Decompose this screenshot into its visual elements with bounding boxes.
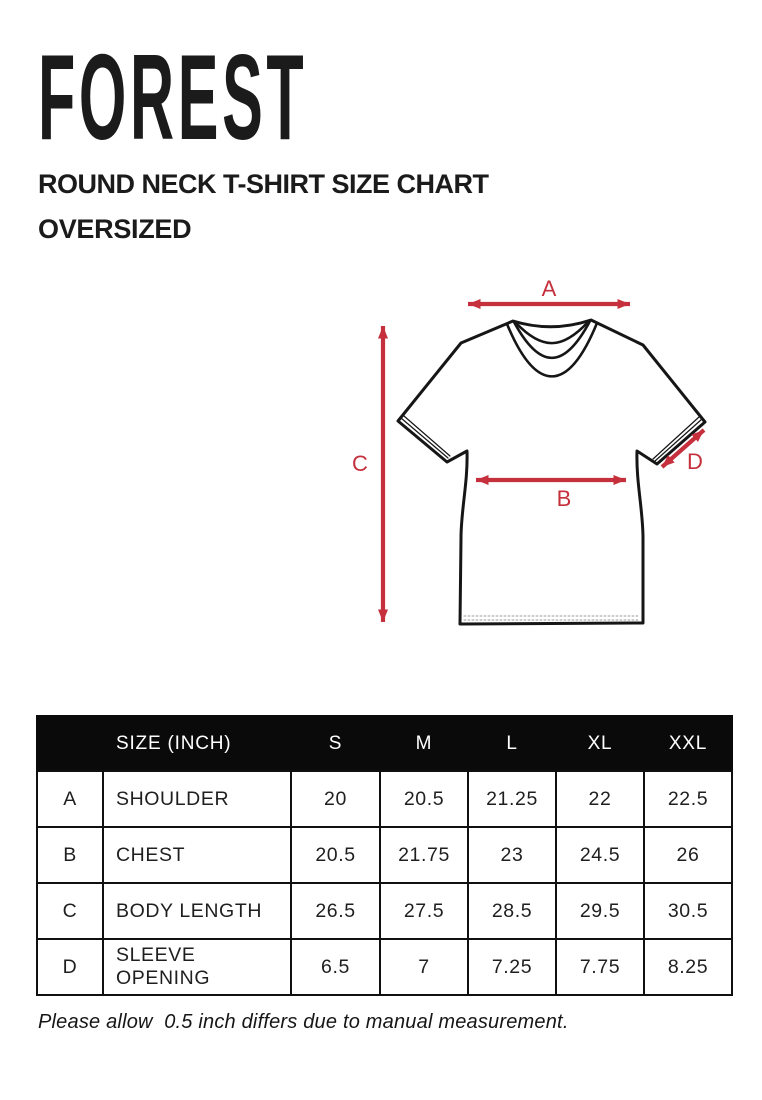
size-chart-table xyxy=(36,715,733,996)
cell-value: 8.25 xyxy=(644,939,732,995)
label-a: A xyxy=(541,276,557,301)
table-row-chest xyxy=(37,827,732,883)
row-key: B xyxy=(37,827,103,883)
label-b: B xyxy=(556,486,572,511)
cell-value: 7.75 xyxy=(556,939,644,995)
fit-label: OVERSIZED xyxy=(38,214,192,244)
row-key: C xyxy=(37,883,103,939)
cell-value: 21.25 xyxy=(468,771,556,827)
cell-value: 22.5 xyxy=(644,771,732,827)
cell-value: 20.5 xyxy=(291,827,380,883)
cell-value: 26 xyxy=(644,827,732,883)
tshirt-body xyxy=(398,320,705,624)
col-header-m: M xyxy=(380,716,468,771)
tshirt-outline-group xyxy=(398,320,705,624)
col-header-l: L xyxy=(468,716,556,771)
page-title: ROUND NECK T-SHIRT SIZE CHART xyxy=(38,169,489,199)
row-name: SLEEVE OPENING xyxy=(103,939,291,995)
cell-value: 30.5 xyxy=(644,883,732,939)
cell-value: 23 xyxy=(468,827,556,883)
cell-value: 20 xyxy=(291,771,380,827)
row-key: A xyxy=(37,771,103,827)
cell-value: 28.5 xyxy=(468,883,556,939)
cell-value: 26.5 xyxy=(291,883,380,939)
row-name: BODY LENGTH xyxy=(103,883,291,939)
cell-value: 22 xyxy=(556,771,644,827)
cell-value: 7 xyxy=(380,939,468,995)
tshirt-measurement-diagram xyxy=(340,270,762,650)
cell-value: 24.5 xyxy=(556,827,644,883)
table-row-shoulder xyxy=(37,771,732,827)
col-header-xxl: XXL xyxy=(644,716,732,771)
cell-value: 7.25 xyxy=(468,939,556,995)
label-d: D xyxy=(687,449,703,474)
table-row-body-length xyxy=(37,883,732,939)
cell-value: 29.5 xyxy=(556,883,644,939)
row-key: D xyxy=(37,939,103,995)
col-header-size-inch: SIZE (INCH) xyxy=(103,716,291,771)
label-c: C xyxy=(352,451,368,476)
cell-value: 21.75 xyxy=(380,827,468,883)
col-header-s: S xyxy=(291,716,380,771)
col-header-key xyxy=(37,716,103,771)
brand-logo: FOREST xyxy=(38,29,308,165)
cell-value: 20.5 xyxy=(380,771,468,827)
measurement-disclaimer: Please allow 0.5 inch differs due to manual measurement. xyxy=(38,1011,569,1033)
table-header-row xyxy=(37,716,732,771)
row-name: CHEST xyxy=(103,827,291,883)
cell-value: 6.5 xyxy=(291,939,380,995)
col-header-xl: XL xyxy=(556,716,644,771)
row-name: SHOULDER xyxy=(103,771,291,827)
cell-value: 27.5 xyxy=(380,883,468,939)
table-row-sleeve-opening xyxy=(37,939,732,995)
